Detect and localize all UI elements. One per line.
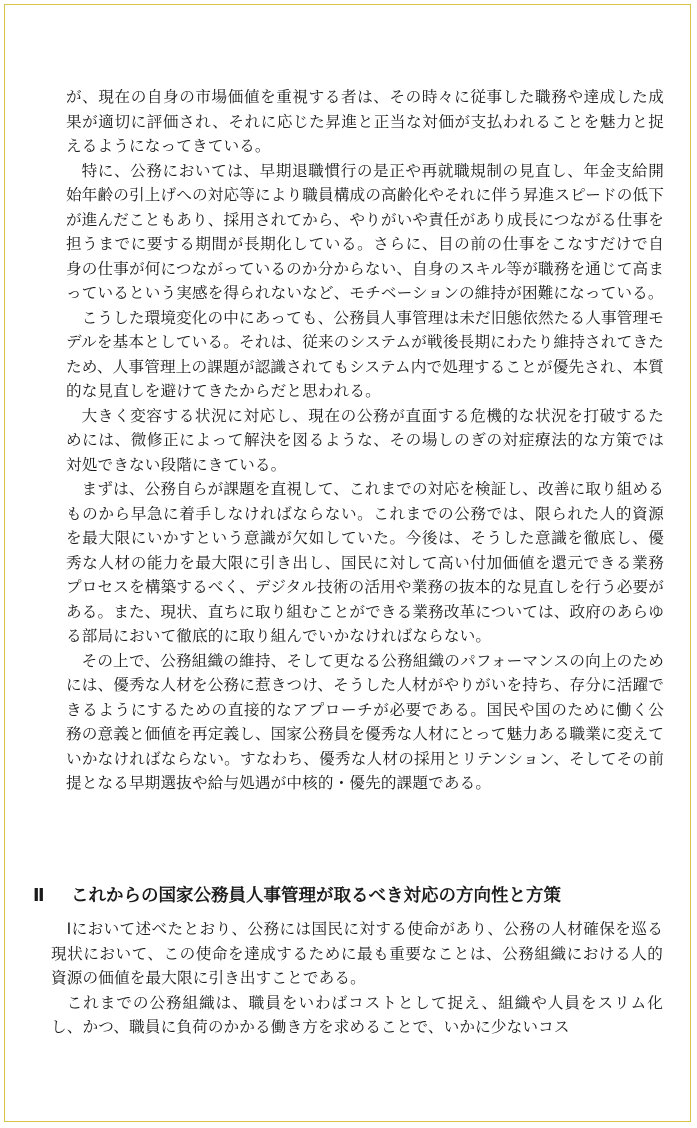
paragraph-continuation: が、現在の自身の市場価値を重視する者は、その時々に従事した職務や達成した成果が適切に評価され、それに応じた昇進と正当な対価が支払われることを魅力と捉えるようになってきている。 bbox=[66, 88, 664, 155]
paragraph-mission: Ⅰにおいて述べたとおり、公務には国民に対する使命があり、公務の人材確保を巡る現状において、この使命を達成するために最も重要なことは、公務組織における人的資源の価値を最大限に引き出すことである。 bbox=[51, 920, 663, 987]
section-number: Ⅱ bbox=[33, 886, 45, 906]
paragraph-promotion-delay: 特に、公務においては、早期退職慣行の是正や再就職規制の見直し、年金支給開始年齢の引上げへの対応等により職員構成の高齢化やそれに伴う昇進スピードの低下が進んだこともあり、採用されてから、やりがいや責任があり成長につながる仕事を担うまでに要する期間が長期化している。さらに、目の前の仕事をこなすだけで自身の仕事が何につながっているのか分からない、自身のスキル等が職務を通じて高まっているという実感を得られないなど、モチベーションの維持が困難になっている。 bbox=[66, 161, 664, 302]
paragraph-work-reform: まずは、公務自らが課題を直視して、これまでの対応を検証し、改善に取り組めるものから早急に着手しなければならない。これまでの公務では、限られた人的資源を最大限にいかすという意識が欠如していた。今後は、そうした意識を徹底し、優秀な人材の能力を最大限に引き出し、国民に対して高い付加価値を還元できる業務プロセスを構築するべく、デジタル技術の活用や業務の抜本的な見直しを行う必要がある。また、現状、直ちに取り組むことができる業務改革については、政府のあらゆる部局において徹底的に取り組んでいかなければならない。 bbox=[66, 480, 664, 645]
section-body-text bbox=[51, 917, 663, 1040]
section-heading bbox=[33, 883, 673, 909]
paragraph-cost-view: これまでの公務組織は、職員をいわばコストとして捉え、組織や人員をスリム化し、かつ、職員に負荷のかかる働き方を求めることで、いかに少ないコス bbox=[51, 993, 663, 1036]
main-body-text bbox=[66, 85, 664, 796]
paragraph-crisis: 大きく変容する状況に対応し、現在の公務が直面する危機的な状況を打破するためには、微修正によって解決を図るような、その場しのぎの対症療法的な方策では対処できない段階にきている。 bbox=[66, 406, 664, 474]
paragraph-hr-model: こうした環境変化の中にあっても、公務員人事管理は未だ旧態依然たる人事管理モデルを基本としている。それは、従来のシステムが戦後長期にわたり維持されてきたため、人事管理上の課題が認識されてもシステム内で処理することが優先され、本質的な見直しを避けてきたからだと思われる。 bbox=[66, 308, 664, 400]
paragraph-talent-approach: その上で、公務組織の維持、そして更なる公務組織のパフォーマンスの向上のためには、優秀な人材を公務に惹きつけ、そうした人材がやりがいを持ち、存分に活躍できるようにするための直接的なアプローチが必要である。国民や国のために働く公務の意義と価値を再定義し、国家公務員を優秀な人材にとって魅力ある職業に変えていかなければならない。すなわち、優秀な人材の採用とリテンション、そしてその前提となる早期選抜や給与処遇が中核的・優先的課題である。 bbox=[66, 651, 664, 792]
section-title: これからの国家公務員人事管理が取るべき対応の方向性と方策 bbox=[71, 886, 561, 906]
